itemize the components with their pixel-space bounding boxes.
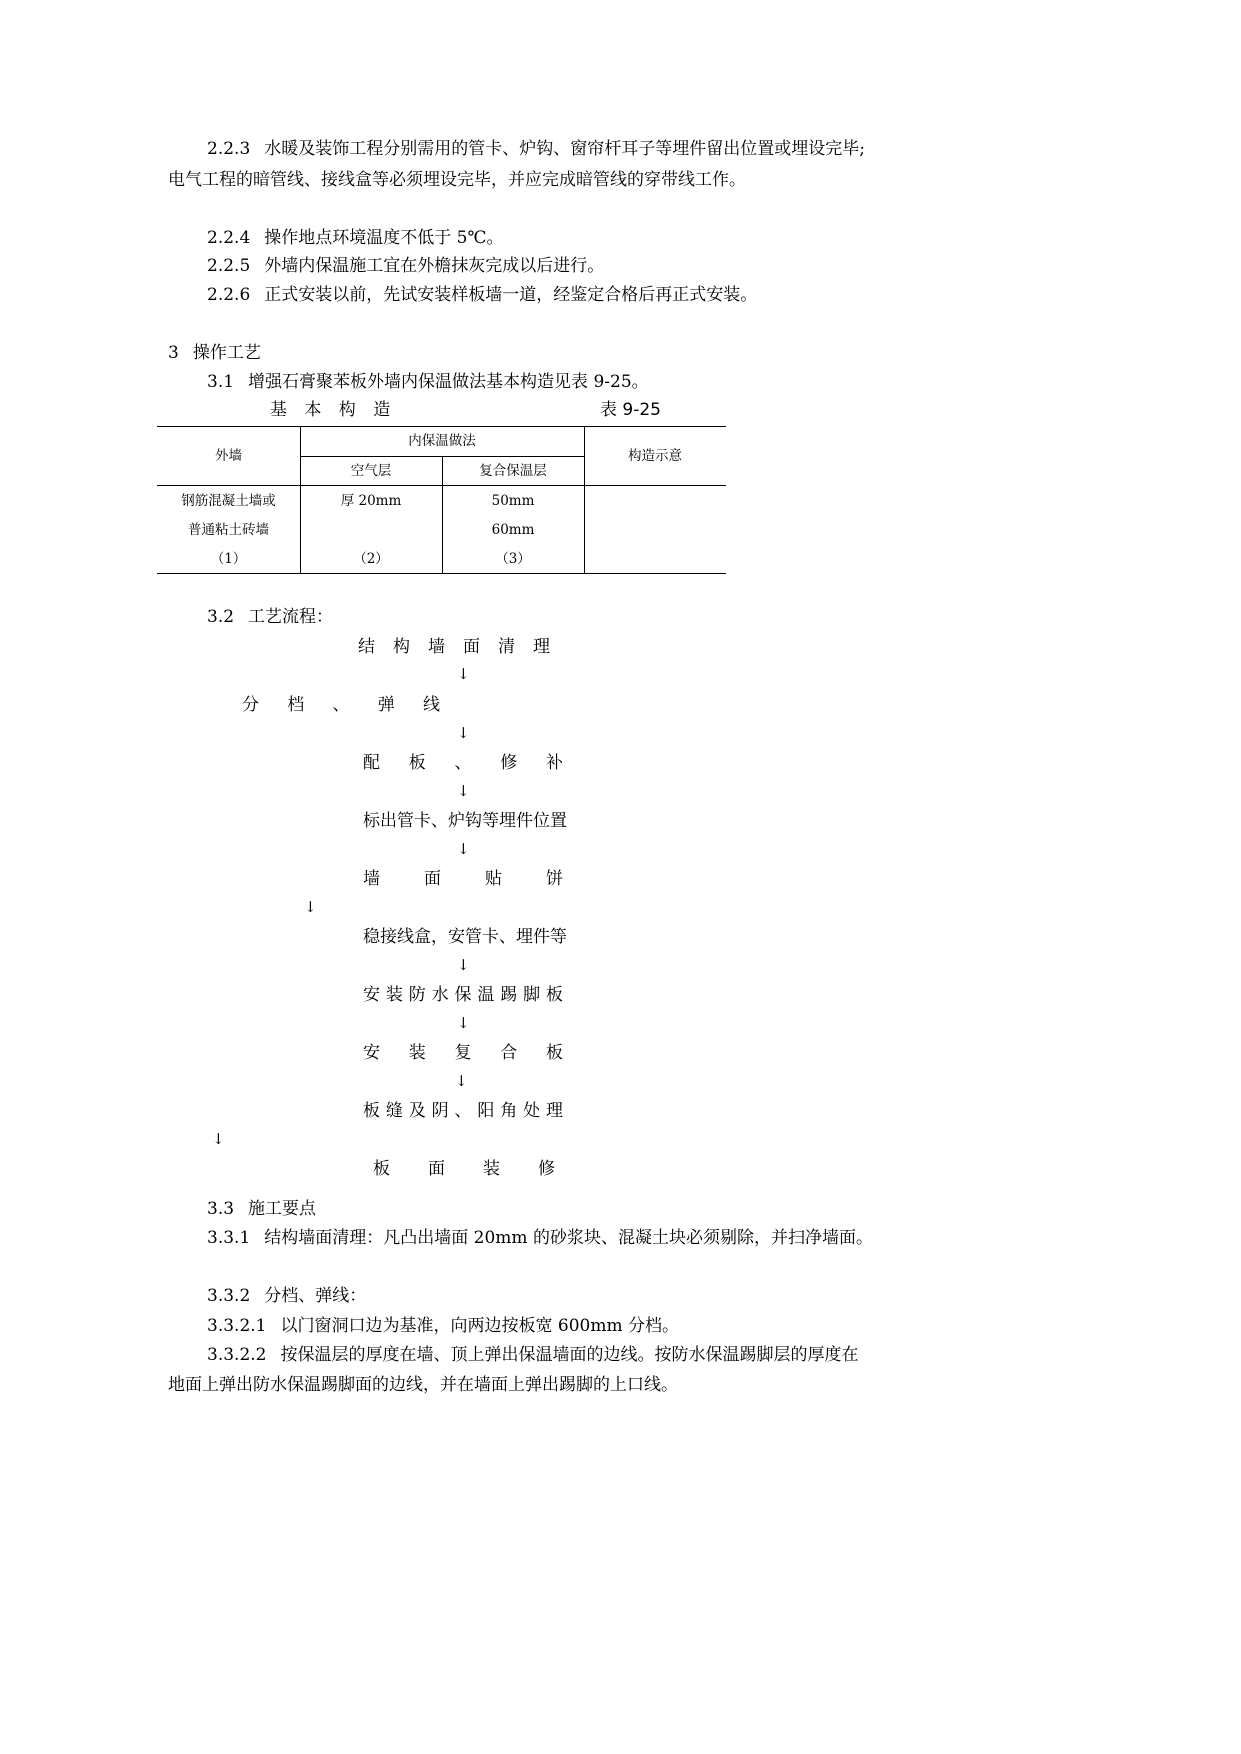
- clause-text: 外墙内保温施工宜在外檐抹灰完成以后进行。: [264, 256, 605, 276]
- paragraph-3-3-2: [207, 1286, 366, 1306]
- flow-step-8: 安 装 复 合 板: [363, 1043, 563, 1063]
- down-arrow-icon: ↓: [457, 724, 470, 742]
- table-cell: 60mm: [491, 522, 535, 538]
- clause-text: 水暖及装饰工程分别需用的管卡、炉钩、窗帘杆耳子等埋件留出位置或埋设完毕;: [264, 139, 865, 159]
- clause-text: 按保温层的厚度在墙、顶上弹出保温墙面的边线。按防水保温踢脚层的厚度在: [280, 1345, 859, 1365]
- down-arrow-icon: ↓: [457, 1014, 470, 1032]
- down-arrow-icon: ↓: [457, 665, 470, 683]
- clause-text: 正式安装以前，先试安装样板墙一道，经鉴定合格后再正式安装。: [264, 285, 758, 305]
- clause-text: 工艺流程：: [248, 607, 334, 627]
- table-rule-top: [157, 426, 726, 427]
- table-header-air-layer: 空气层: [350, 463, 392, 479]
- paragraph-2-2-6: [207, 285, 757, 305]
- flow-step-1: 结 构 墙 面 清 理: [358, 637, 550, 657]
- flow-step-4: 标出管卡、炉钩等埋件位置: [363, 811, 567, 831]
- down-arrow-icon: ↓: [455, 1072, 468, 1090]
- clause-number: 3.3.2.1: [207, 1316, 267, 1336]
- paragraph-3-3-2-2-line2: 地面上弹出防水保温踢脚面的边线，并在墙面上弹出踢脚的上口线。: [168, 1375, 678, 1395]
- clause-text: 结构墙面清理：凡凸出墙面 20mm 的砂浆块、混凝土块必须剔除，并扫净墙面。: [264, 1228, 873, 1248]
- paragraph-2-2-5: [207, 256, 604, 276]
- flow-step-9: 板 缝 及 阴 、 阳 角 处 理: [363, 1101, 563, 1121]
- table-header-composite: 复合保温层: [479, 463, 547, 479]
- paragraph-3-3-2-1: [207, 1316, 679, 1336]
- table-cell: 普通粘土砖墙: [188, 522, 269, 538]
- table-caption: 基 本 构 造: [270, 400, 397, 420]
- clause-number: 3.3.1: [207, 1228, 251, 1248]
- clause-text: 分档、弹线：: [264, 1286, 367, 1306]
- down-arrow-icon: ↓: [457, 840, 470, 858]
- flow-step-3: 配 板 、 修 补: [363, 753, 563, 773]
- table-cell: 50mm: [491, 493, 535, 509]
- section-3-heading: [168, 343, 261, 363]
- table-cell: （1）: [210, 551, 247, 567]
- down-arrow-icon: ↓: [457, 782, 470, 800]
- flow-step-10: 板 面 装 修: [373, 1159, 555, 1179]
- flow-step-2: 分 档 、 弹 线: [242, 695, 440, 715]
- clause-text: 操作地点环境温度不低于 5℃。: [264, 228, 504, 248]
- clause-number: 3.1: [207, 372, 235, 392]
- table-cell: 钢筋混凝土墙或: [181, 493, 276, 509]
- flow-step-5: 墙 面 贴 饼: [363, 869, 563, 889]
- clause-number: 2.2.4: [207, 228, 251, 248]
- table-header-inner-method: 内保温做法: [408, 433, 476, 449]
- section-title: 操作工艺: [192, 343, 261, 363]
- table-cell: （2）: [353, 551, 389, 567]
- table-number: 表 9-25: [600, 400, 661, 420]
- clause-text: 以门窗洞口边为基准，向两边按板宽 600mm 分档。: [280, 1316, 679, 1336]
- clause-text: 增强石膏聚苯板外墙内保温做法基本构造见表 9-25。: [248, 372, 649, 392]
- paragraph-3-2: [207, 607, 333, 627]
- paragraph-2-2-3-line2: 电气工程的暗管线、接线盒等必须埋设完毕，并应完成暗管线的穿带线工作。: [168, 170, 746, 190]
- section-number: 3: [168, 343, 179, 363]
- paragraph-2-2-4: [207, 228, 504, 248]
- flow-step-7: 安 装 防 水 保 温 踢 脚 板: [363, 985, 563, 1005]
- down-arrow-icon: ↓: [304, 898, 317, 916]
- paragraph-3-3: [207, 1199, 316, 1219]
- table-cell: （3）: [495, 551, 531, 567]
- clause-text: 施工要点: [248, 1199, 317, 1219]
- paragraph-3-1: [207, 372, 649, 392]
- clause-number: 2.2.5: [207, 256, 251, 276]
- clause-number: 2.2.3: [207, 139, 251, 159]
- table-cell: 厚 20mm: [340, 493, 402, 509]
- clause-number: 3.3.2: [207, 1286, 251, 1306]
- table-rule-bottom: [157, 573, 726, 574]
- paragraph-3-3-1: [207, 1228, 873, 1248]
- paragraph-3-3-2-2-line1: [207, 1345, 858, 1365]
- clause-number: 3.2: [207, 607, 235, 627]
- clause-number: 3.3: [207, 1199, 235, 1219]
- down-arrow-icon: ↓: [212, 1130, 225, 1148]
- paragraph-2-2-3-line1: [207, 139, 865, 159]
- table-header-diagram: 构造示意: [628, 448, 682, 464]
- flow-step-6: 稳接线盒，安管卡、埋件等: [363, 927, 567, 947]
- down-arrow-icon: ↓: [457, 956, 470, 974]
- clause-number: 3.3.2.2: [207, 1345, 267, 1365]
- clause-number: 2.2.6: [207, 285, 251, 305]
- table-header-outer-wall: 外墙: [215, 448, 242, 464]
